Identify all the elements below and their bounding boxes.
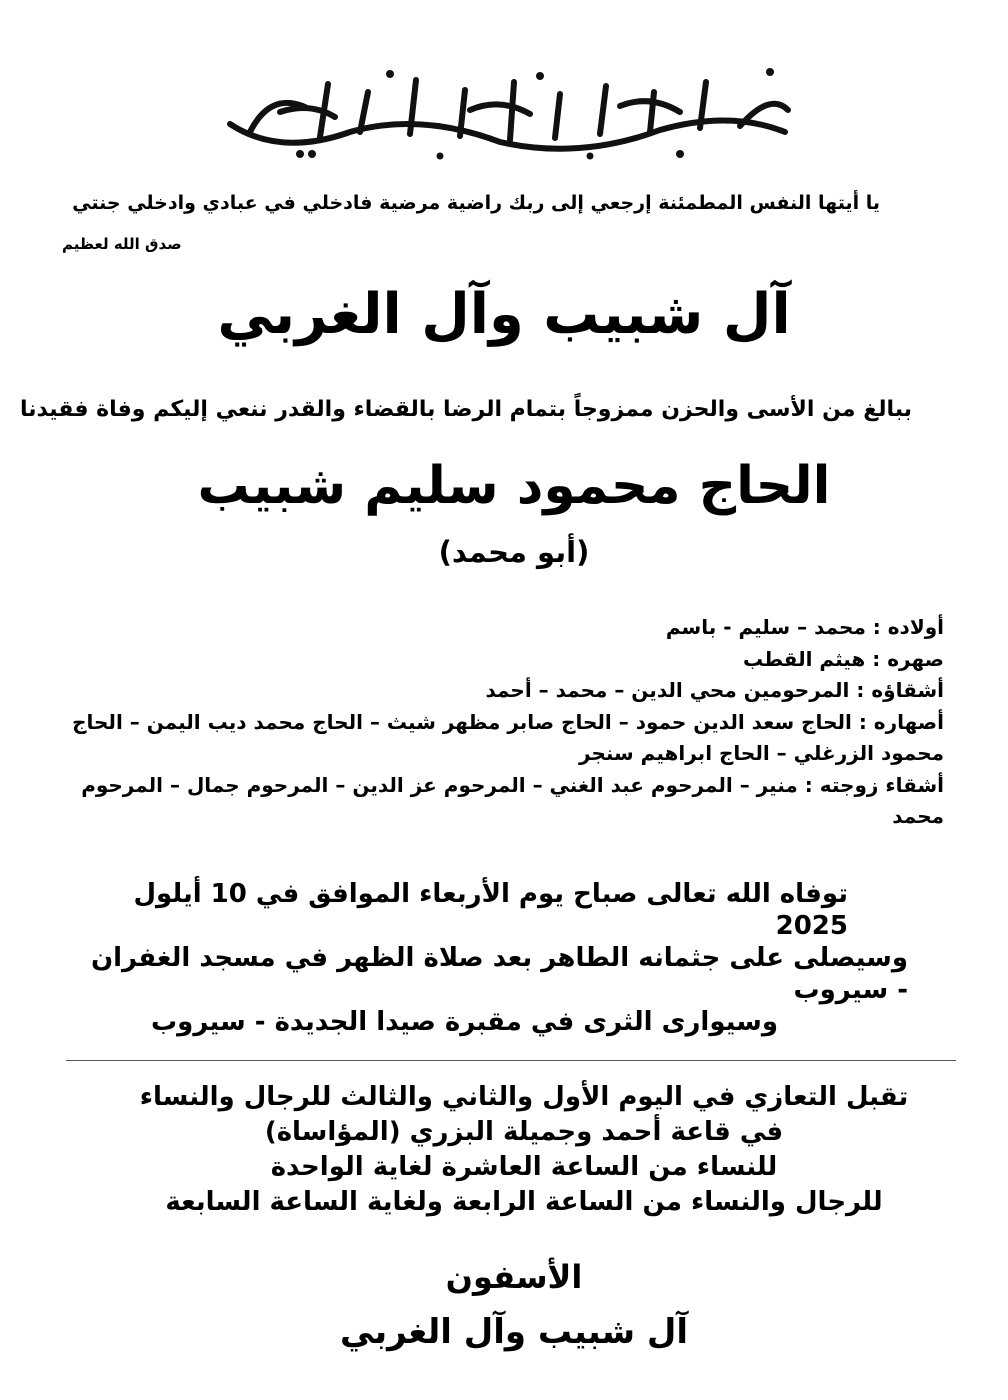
relatives-in-laws: أصهاره : الحاج سعد الدين حمود – الحاج صابر مظهر شيث – الحاج محمد ديب اليمن – الحاج محمود الزرغلي – الحاج ابراهيم سنجر <box>72 709 944 765</box>
relatives-brothers: أشقاؤه : المرحومين محي الدين – محمد – أحمد <box>485 678 944 702</box>
death-details <box>88 878 908 1038</box>
mourners-label: الأسفون <box>445 1258 583 1296</box>
divider <box>66 1060 956 1061</box>
relatives-list <box>64 612 944 833</box>
verse-source: صدق الله لعظيم <box>62 235 182 253</box>
calligraphy-glyph <box>210 62 800 162</box>
prayer-details: وسيصلى على جثمانه الطاهر بعد صلاة الظهر في مسجد الغفران - سيروب <box>90 943 908 1005</box>
quran-verse: يا أيتها النفس المطمئنة إرجعي إلى ربك راضية مرضية فادخلي في عبادي وادخلي جنتي <box>72 192 880 214</box>
deceased-name: الحاج محمود سليم شبيب <box>197 456 831 516</box>
calligraphy-header <box>210 62 800 162</box>
death-date: توفاه الله تعالى صباح يوم الأربعاء الموافق في 10 أيلول 2025 <box>133 879 848 941</box>
condolences-days: تقبل التعازي في اليوم الأول والثاني والثالث للرجال والنساء <box>139 1082 909 1112</box>
condolences-venue: في قاعة أحمد وجميلة البزري (المؤاساة) <box>264 1117 784 1147</box>
family-title: آل شبيب وآل الغربي <box>217 282 791 347</box>
burial-details: وسيوارى الثرى في مقبرة صيدا الجديدة - سيروب <box>151 1007 778 1037</box>
deceased-nickname: (أبو محمد) <box>438 535 590 569</box>
condolences-women-hours: للنساء من الساعة العاشرة لغاية الواحدة <box>270 1152 778 1182</box>
relatives-wife-siblings: أشقاء زوجته : منير – المرحوم عبد الغني – المرحوم عز الدين – المرحوم جمال – المرحوم محمد <box>81 772 944 828</box>
announcement-intro: ببالغ من الأسى والحزن ممزوجاً بتمام الرضا بالقضاء والقدر ننعي إليكم وفاة فقيدنا <box>20 397 912 422</box>
relatives-son-in-law: صهره : هيثم القطب <box>743 646 944 671</box>
relatives-sons: أولاده : محمد – سليم - باسم <box>665 615 944 639</box>
mourners-family: آل شبيب وآل الغربي <box>339 1312 689 1352</box>
condolences-info <box>0 1080 1008 1220</box>
condolences-all-hours: للرجال والنساء من الساعة الرابعة ولغاية الساعة السابعة <box>165 1187 883 1217</box>
